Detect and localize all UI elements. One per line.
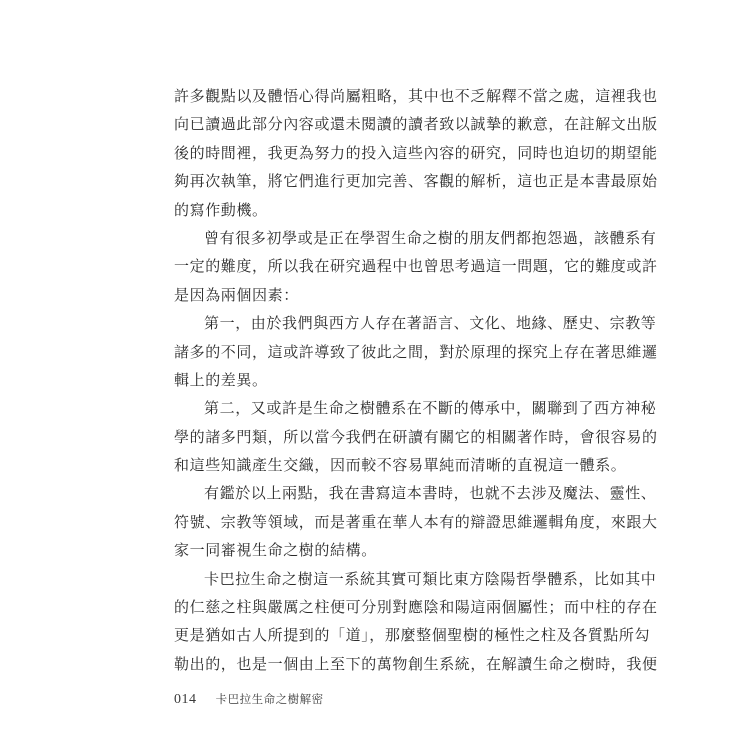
paragraph-5	[174, 479, 658, 564]
paragraph-6	[174, 565, 658, 679]
paragraph-2	[174, 224, 658, 309]
text-line: 卡巴拉生命之樹這一系統其實可類比東方陰陽哲學體系，比如其中	[204, 569, 657, 588]
page-number: 014	[174, 692, 197, 707]
text-line: 一定的難度，所以我在研究過程中也曾思考過這一問題，它的難度或許	[174, 257, 658, 276]
text-line: 更是猶如古人所提到的「道」，那麼整個聖樹的極性之柱及各質點所勾	[174, 626, 651, 645]
running-title: 卡巴拉生命之樹解密	[215, 692, 324, 706]
text-line: 的寫作動機。	[174, 200, 268, 219]
text-line: 和這些知識產生交織，因而較不容易單純而清晰的直視這一體系。	[174, 456, 627, 475]
text-line: 輯上的差異。	[174, 370, 268, 389]
text-line: 學的諸多門類，所以當今我們在研讀有關它的相關著作時，會很容易的	[174, 427, 658, 446]
text-line: 的仁慈之柱與嚴厲之柱便可分別對應陰和陽這兩個屬性；而中柱的存在	[174, 598, 658, 617]
text-line: 夠再次執筆，將它們進行更加完善、客觀的解析，這也正是本書最原始	[174, 172, 658, 191]
text-line: 勒出的，也是一個由上至下的萬物創生系統，在解讀生命之樹時，我便	[174, 654, 658, 673]
body-text	[174, 82, 658, 678]
text-line: 向已讀過此部分內容或還未閱讀的讀者致以誠摯的歉意，在註解文出版	[174, 115, 658, 134]
text-line: 諸多的不同，這或許導致了彼此之間，對於原理的探究上存在著思維邏	[174, 342, 658, 361]
paragraph-1	[174, 82, 658, 224]
page-footer	[174, 688, 324, 708]
text-line: 許多觀點以及體悟心得尚屬粗略，其中也不乏解釋不當之處，這裡我也	[174, 87, 658, 105]
text-line: 曾有很多初學或是正在學習生命之樹的朋友們都抱怨過，該體系有	[204, 228, 657, 247]
text-line: 符號、宗教等領域，而是著重在華人本有的辯證思維邏輯角度，來跟大	[174, 512, 658, 531]
paragraph-3	[174, 309, 658, 394]
text-line: 後的時間裡，我更為努力的投入這些內容的研究，同時也迫切的期望能	[174, 143, 658, 162]
text-line: 第二，又或許是生命之樹體系在不斷的傳承中，關聯到了西方神秘	[204, 399, 657, 418]
text-line: 第一，由於我們與西方人存在著語言、文化、地緣、歷史、宗教等	[204, 314, 657, 333]
text-line: 是因為兩個因素：	[174, 285, 299, 304]
paragraph-4	[174, 394, 658, 479]
text-line: 有鑑於以上兩點，我在書寫這本書時，也就不去涉及魔法、靈性、	[204, 484, 657, 503]
text-line: 家一同審視生命之樹的結構。	[174, 541, 377, 560]
